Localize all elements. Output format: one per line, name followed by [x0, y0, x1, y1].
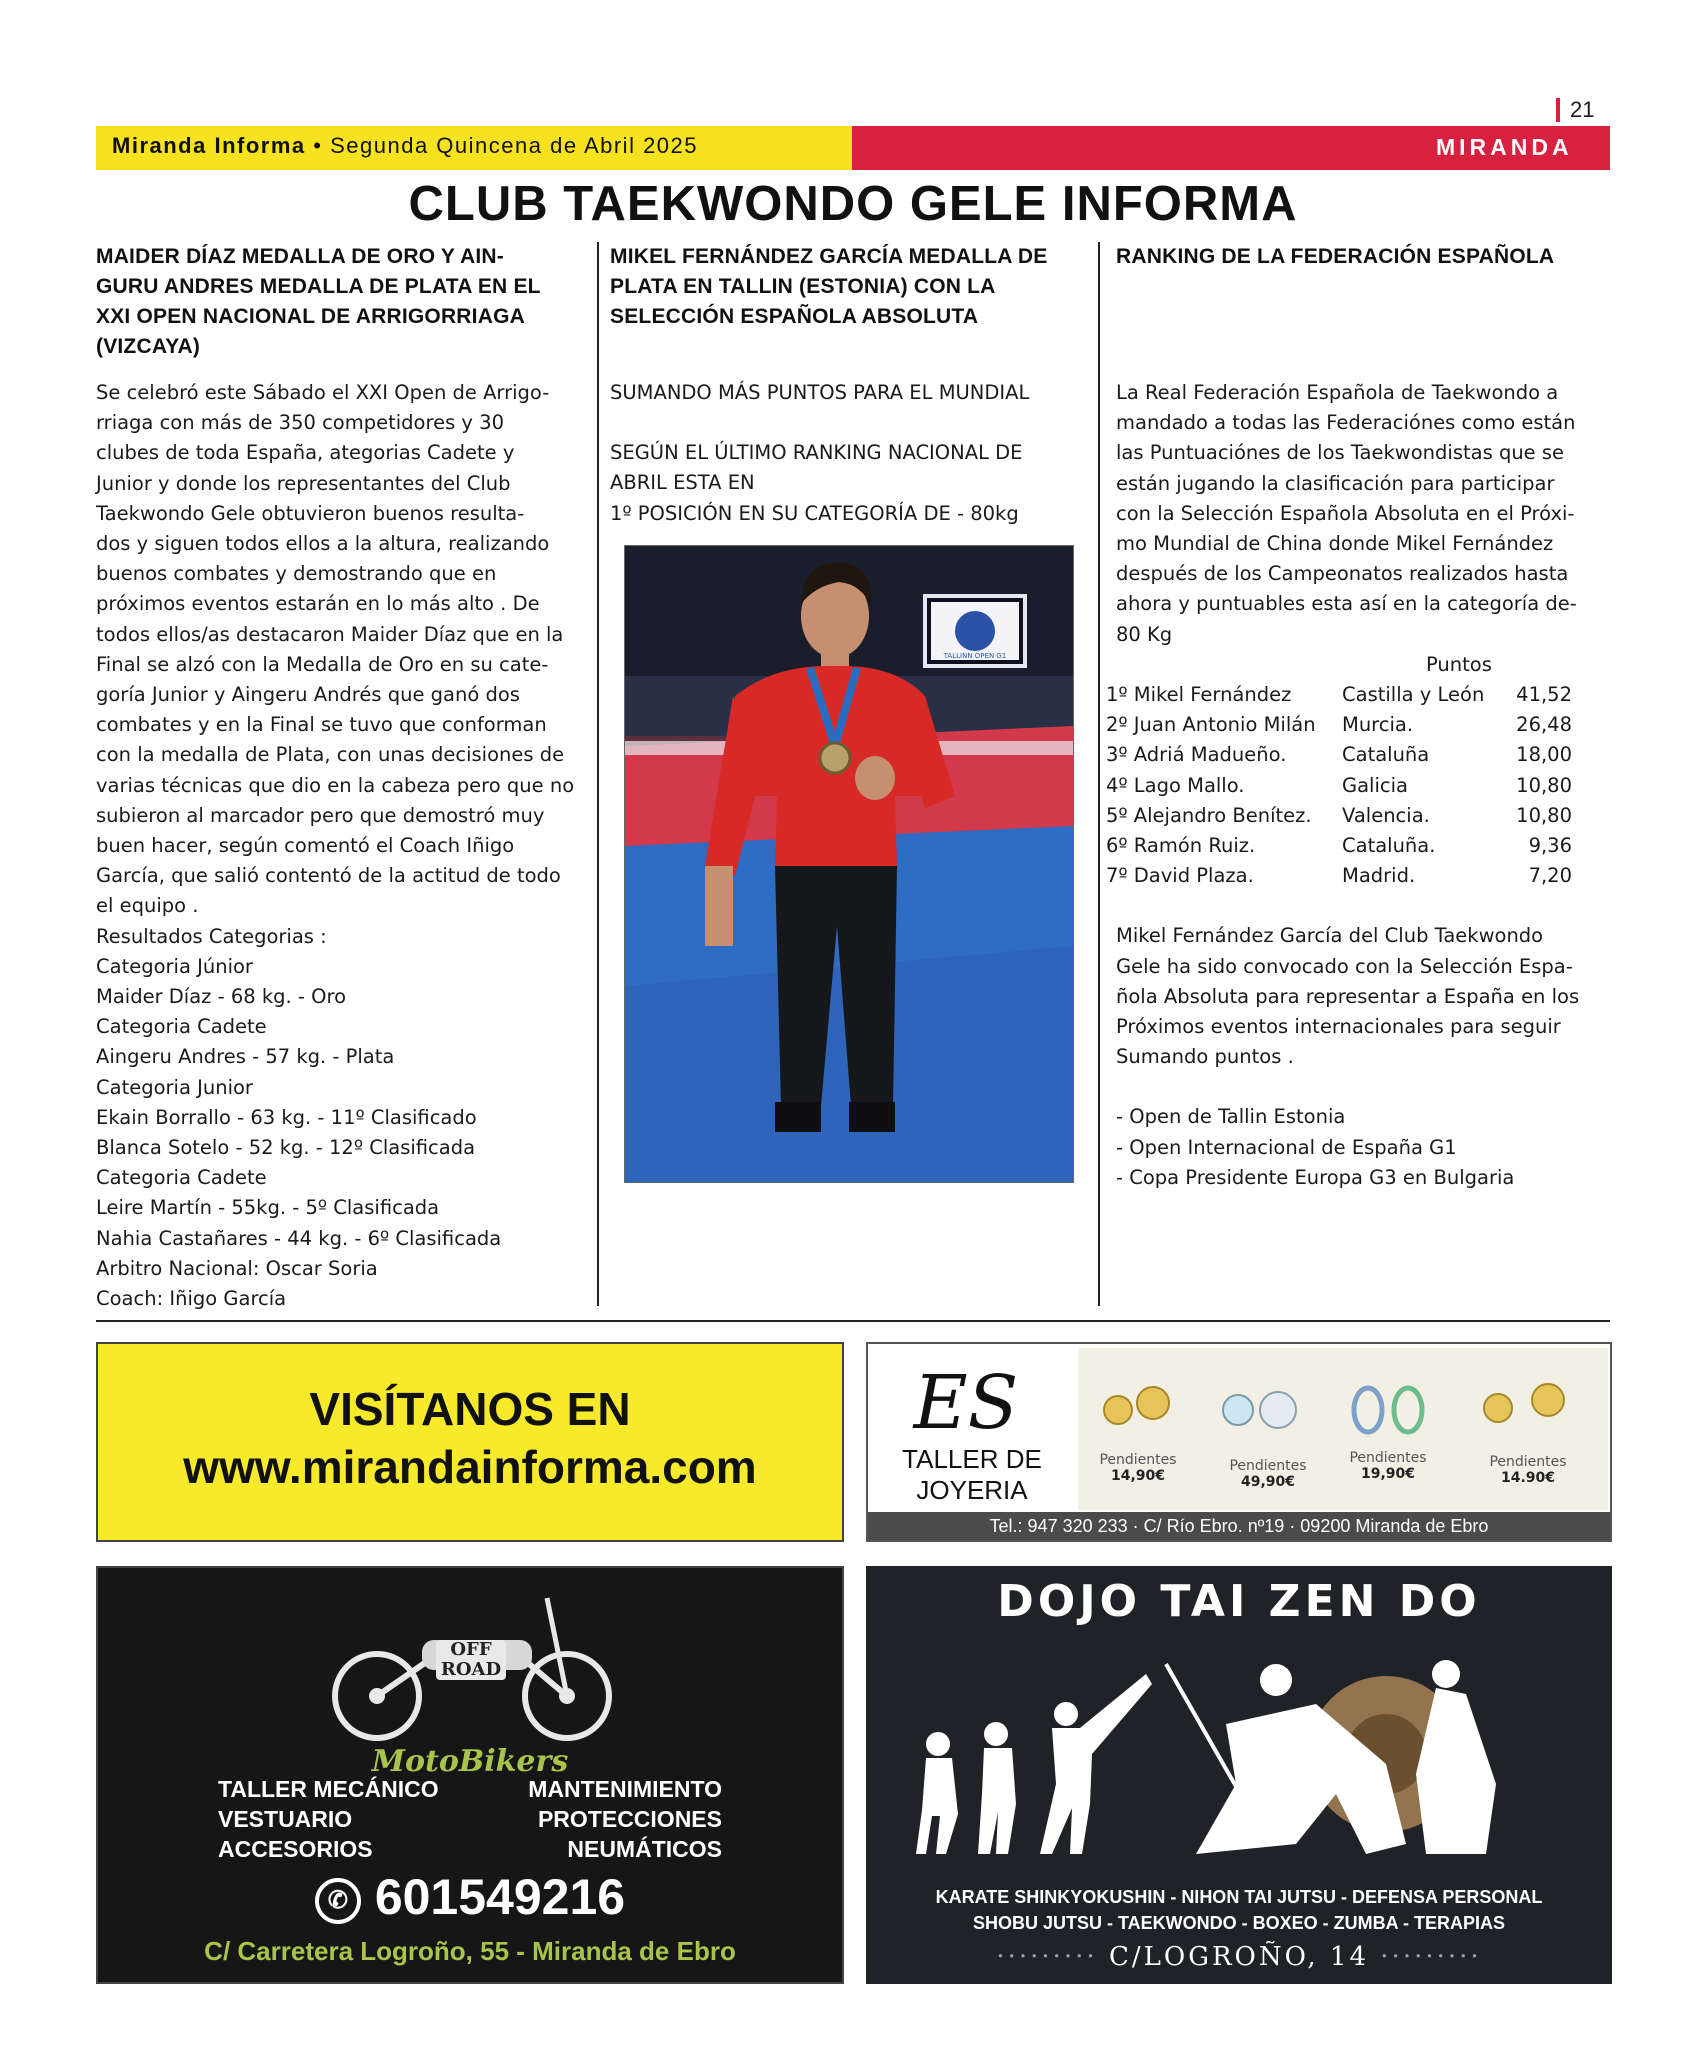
disciplines-line: KARATE SHINKYOKUSHIN - NIHON TAI JUTSU - DEFENSA PERSONAL [935, 1887, 1543, 1907]
phone-number: 601549216 [374, 1869, 626, 1925]
body-line: Leire Martín - 55kg. - 5º Clasificada [96, 1196, 440, 1220]
event-item: - Copa Presidente Europa G3 en Bulgaria [1116, 1165, 1515, 1189]
body-line: SEGÚN EL ÚLTIMO RANKING NACIONAL DE [610, 441, 1023, 465]
article-column-1 [96, 242, 586, 1314]
body-line: después de los Campeonatos realizados hasta [1116, 562, 1569, 586]
body-line: Sumando puntos . [1116, 1045, 1294, 1069]
body-line: goría Junior y Aingeru Andrés que ganó dos [96, 683, 520, 707]
body-line: ahora y puntuables esta así en la categoría de- [1116, 592, 1577, 616]
jewelry-label [880, 1444, 1064, 1506]
body-line: clubes de toda España, ategorias Cadete y [96, 441, 515, 465]
article-3-body [1106, 378, 1610, 1193]
rank-points: 26,48 [1516, 713, 1572, 737]
dojo-disciplines [866, 1884, 1612, 1936]
column-divider [597, 242, 599, 1306]
body-line: subieron al marcador pero que demostró muy [96, 803, 545, 827]
article-2-body [610, 378, 1080, 529]
body-line: Taekwondo Gele obtuvieron buenos resulta- [96, 501, 525, 525]
points-header: Puntos [1426, 652, 1492, 676]
page-number: 21 [1556, 98, 1594, 122]
service-item: VESTUARIO [218, 1806, 353, 1832]
header-publication [112, 133, 698, 159]
event-item: - Open de Tallin Estonia [1116, 1105, 1346, 1129]
offroad-badge [436, 1640, 506, 1680]
rank-points: 41,52 [1516, 683, 1572, 707]
headline-line: SELECCIÓN ESPAÑOLA ABSOLUTA [610, 305, 979, 328]
dotted-rule: ········· [1380, 1942, 1482, 1972]
badge-line: ROAD [440, 1659, 502, 1680]
rank-name: 4º Lago Mallo. [1106, 773, 1245, 797]
ranking-row [1106, 680, 1610, 710]
body-line: Coach: Iñigo García [96, 1287, 287, 1311]
body-line: ABRIL ESTA EN [610, 471, 755, 495]
ranking-row [1106, 861, 1610, 891]
article-1-body [96, 378, 586, 1314]
body-line: García, que salió contentó de la actitud de todo [96, 864, 561, 888]
ranking-row [1106, 801, 1610, 831]
body-line: próximos eventos estarán en lo más alto . De [96, 592, 540, 616]
body-line: Se celebró este Sábado el XXI Open de Arrigo- [96, 381, 550, 404]
body-line: las Puntuaciónes de los Taekwondistas que se [1116, 441, 1565, 465]
article-2-headline [610, 242, 1080, 332]
jewelry-ad [866, 1342, 1612, 1542]
article-1-headline [96, 242, 586, 362]
section-divider [96, 1320, 1610, 1322]
rank-points: 10,80 [1516, 803, 1572, 827]
motobikers-brand: MotoBikers [371, 1744, 569, 1779]
rank-region: Cataluña. [1342, 834, 1436, 858]
athlete-photo-illustration [625, 546, 1073, 1182]
body-line: con la medalla de Plata, con unas decisiones de [96, 743, 565, 767]
rank-region: Madrid. [1342, 864, 1416, 888]
body-line: mo Mundial de China donde Mikel Fernández [1116, 532, 1554, 556]
header-separator: • [313, 133, 323, 158]
body-line: mandado a todas las Federaciónes como están [1116, 411, 1576, 435]
body-line: buen hacer, según comentó el Coach Iñigo [96, 834, 515, 858]
rank-name: 1º Mikel Fernández [1106, 683, 1292, 707]
services-left [218, 1774, 439, 1864]
athlete-photo [624, 545, 1074, 1183]
badge-line: OFF [450, 1639, 492, 1660]
headline-line: MAIDER DÍAZ MEDALLA DE ORO Y AIN- [96, 245, 504, 268]
body-line: Arbitro Nacional: Oscar Soria [96, 1256, 378, 1280]
item-price: 49,90€ [1240, 1474, 1296, 1490]
body-line: buenos combates y demostrando que en [96, 562, 497, 586]
edition-date: Segunda Quincena de Abril 2025 [330, 133, 699, 158]
moto-phone[interactable] [98, 1868, 842, 1926]
headline-line: PLATA EN TALLIN (ESTONIA) CON LA [610, 275, 996, 298]
ranking-row [1106, 740, 1610, 770]
motobikers-ad [96, 1566, 844, 1984]
item-name: Pendientes [1349, 1450, 1427, 1466]
body-line: Junior y donde los representantes del Club [96, 471, 511, 495]
article-column-3 [1106, 242, 1610, 1193]
section-label: MIRANDA [1436, 134, 1573, 160]
body-line: Categoria Cadete [96, 1166, 267, 1190]
body-line: Resultados Categorias : [96, 924, 327, 948]
dojo-address: C/LOGROÑO, 14 [1108, 1942, 1370, 1972]
rank-region: Galicia [1342, 773, 1408, 797]
body-line: Próximos eventos internacionales para seguir [1116, 1015, 1561, 1039]
jewelry-logo: ES [913, 1360, 1019, 1446]
rank-points: 10,80 [1516, 773, 1572, 797]
rank-points: 7,20 [1528, 864, 1572, 888]
rank-name: 5º Alejandro Benítez. [1106, 803, 1312, 827]
page-title: CLUB TAEKWONDO GELE INFORMA [408, 177, 1298, 231]
rank-region: Cataluña [1342, 743, 1430, 767]
body-line: Nahia Castañares - 44 kg. - 6º Clasificada [96, 1226, 502, 1250]
event-item: - Open Internacional de España G1 [1116, 1135, 1457, 1159]
jewelry-item [1208, 1458, 1328, 1490]
body-line: SUMANDO MÁS PUNTOS PARA EL MUNDIAL [610, 381, 1030, 404]
headline-line: MIKEL FERNÁNDEZ GARCÍA MEDALLA DE [610, 245, 1048, 268]
rank-region: Castilla y León [1342, 683, 1485, 707]
jewelry-item [1468, 1454, 1588, 1486]
rank-name: 3º Adriá Madueño. [1106, 743, 1287, 767]
headline-line: (VIZCAYA) [96, 335, 201, 358]
phone-icon: ✆ [315, 1878, 361, 1924]
headline-line: GURU ANDRES MEDALLA DE PLATA EN EL [96, 275, 541, 298]
item-name: Pendientes [1099, 1452, 1177, 1468]
body-line: Categoria Júnior [96, 954, 253, 978]
body-line: Categoria Cadete [96, 1015, 267, 1039]
article-column-2 [610, 242, 1080, 529]
jewelry-label-line: TALLER DE [902, 1444, 1042, 1474]
services-right [528, 1774, 722, 1864]
body-line: Categoria Junior [96, 1075, 253, 1099]
body-line: rriaga con más de 350 competidores y 30 [96, 411, 504, 435]
body-line: Aingeru Andres - 57 kg. - Plata [96, 1045, 395, 1069]
martial-arts-silhouettes [866, 1644, 1612, 1874]
headline-line: XXI OPEN NACIONAL DE ARRIGORRIAGA [96, 305, 525, 328]
website-ad[interactable] [96, 1342, 844, 1542]
body-line: Final se alzó con la Medalla de Oro en su cate- [96, 652, 549, 676]
body-line: combates y en la Final se tuvo que conforman [96, 713, 547, 737]
photo-banner-text: TALLINN OPEN G1 [943, 652, 1007, 660]
body-line: 1º POSICIÓN EN SU CATEGORÍA DE - 80kg [610, 501, 1019, 525]
body-line: Ekain Borrallo - 63 kg. - 11º Clasificado [96, 1105, 477, 1129]
disciplines-line: SHOBU JUTSU - TAEKWONDO - BOXEO - ZUMBA - TERAPIAS [973, 1913, 1505, 1933]
item-price: 14.90€ [1500, 1470, 1556, 1486]
item-name: Pendientes [1229, 1458, 1307, 1474]
article-3-headline: RANKING DE LA FEDERACIÓN ESPAÑOLA [1116, 245, 1555, 268]
body-line: dos y siguen todos ellos a la altura, realizando [96, 532, 550, 556]
rank-name: 7º David Plaza. [1106, 864, 1254, 888]
rank-points: 9,36 [1528, 834, 1572, 858]
ranking-row [1106, 710, 1610, 740]
rank-region: Valencia. [1342, 803, 1430, 827]
service-item: NEUMÁTICOS [567, 1836, 722, 1862]
rank-name: 6º Ramón Ruiz. [1106, 834, 1256, 858]
publication-name: Miranda Informa [112, 133, 306, 158]
jewelry-contact: Tel.: 947 320 233 · C/ Río Ebro. nº19 · 09200 Miranda de Ebro [868, 1512, 1610, 1540]
body-line: Maider Díaz - 68 kg. - Oro [96, 985, 347, 1009]
rank-region: Murcia. [1342, 713, 1414, 737]
ranking-row [1106, 831, 1610, 861]
service-item: MANTENIMIENTO [528, 1776, 722, 1802]
body-line: varias técnicas que dio en la cabeza pero que no [96, 773, 575, 797]
body-line: todos ellos/as destacaron Maider Díaz que en la [96, 622, 564, 646]
body-line: La Real Federación Española de Taekwondo a [1116, 381, 1559, 404]
item-price: 19,90€ [1360, 1466, 1416, 1482]
website-ad-line1: VISÍTANOS EN [309, 1383, 631, 1435]
body-line: con la Selección Española Absoluta en el Próxi- [1116, 501, 1575, 525]
jewelry-products [1078, 1348, 1608, 1510]
jewelry-item [1078, 1452, 1198, 1484]
body-line: están jugando la clasificación para participar [1116, 471, 1555, 495]
service-item: ACCESORIOS [218, 1836, 373, 1862]
dojo-address-row [926, 1942, 1552, 1972]
dojo-title: DOJO TAI ZEN DO [997, 1576, 1481, 1627]
body-line: Gele ha sido convocado con la Selección Espa- [1116, 954, 1573, 978]
service-item: TALLER MECÁNICO [218, 1776, 439, 1802]
body-line: Mikel Fernández García del Club Taekwondo [1116, 924, 1544, 948]
dojo-ad [866, 1566, 1612, 1984]
column-divider [1098, 242, 1100, 1306]
moto-address: C/ Carretera Logroño, 55 - Miranda de Ebro [204, 1936, 736, 1966]
dotted-rule: ········· [996, 1942, 1098, 1972]
website-ad-url[interactable]: www.mirandainforma.com [183, 1441, 757, 1493]
body-line: Blanca Sotelo - 52 kg. - 12º Clasificada [96, 1136, 476, 1160]
ranking-row [1106, 771, 1610, 801]
service-item: PROTECCIONES [537, 1806, 722, 1832]
item-name: Pendientes [1489, 1454, 1567, 1470]
ranking-table [1106, 680, 1610, 891]
item-price: 14,90€ [1110, 1468, 1166, 1484]
jewelry-item [1328, 1450, 1448, 1482]
body-line: 80 Kg [1116, 622, 1173, 646]
body-line: ñola Absoluta para representar a España en los [1116, 984, 1580, 1008]
rank-points: 18,00 [1516, 743, 1572, 767]
rank-name: 2º Juan Antonio Milán [1106, 713, 1316, 737]
jewelry-label-line: JOYERIA [916, 1475, 1028, 1505]
body-line: el equipo . [96, 894, 199, 918]
